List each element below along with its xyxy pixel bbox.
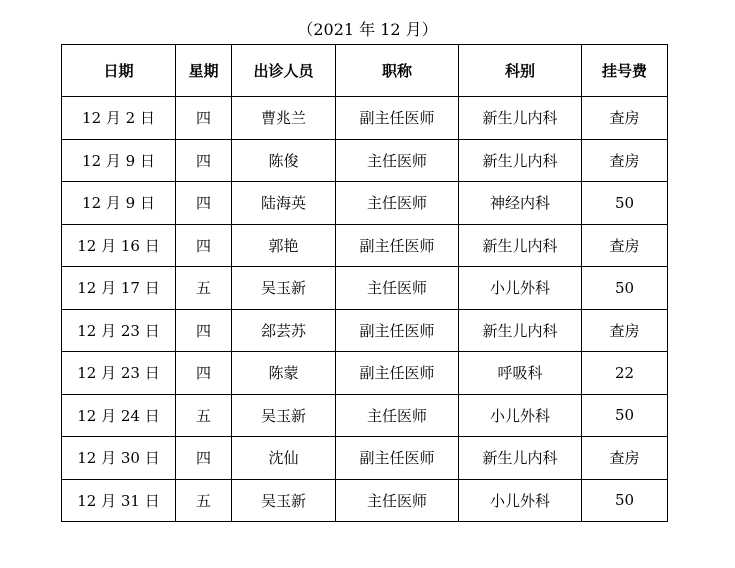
cell-date: 12 月 16 日	[62, 224, 176, 267]
cell-department: 小儿外科	[459, 394, 582, 437]
cell-title: 主任医师	[336, 182, 459, 225]
table-row	[62, 139, 668, 182]
cell-fee: 查房	[582, 437, 668, 480]
cell-weekday: 四	[176, 182, 232, 225]
cell-title: 副主任医师	[336, 437, 459, 480]
cell-date: 12 月 23 日	[62, 352, 176, 395]
header-weekday: 星期	[176, 45, 232, 97]
cell-fee: 查房	[582, 97, 668, 140]
table-row	[62, 309, 668, 352]
cell-doctor: 郐芸苏	[232, 309, 336, 352]
cell-department: 新生儿内科	[459, 224, 582, 267]
cell-department: 新生儿内科	[459, 437, 582, 480]
cell-doctor: 陈俊	[232, 139, 336, 182]
table-row	[62, 352, 668, 395]
table-row	[62, 97, 668, 140]
cell-title: 主任医师	[336, 479, 459, 522]
cell-department: 呼吸科	[459, 352, 582, 395]
cell-date: 12 月 23 日	[62, 309, 176, 352]
cell-fee: 50	[582, 479, 668, 522]
cell-weekday: 四	[176, 97, 232, 140]
cell-department: 小儿外科	[459, 267, 582, 310]
table-row	[62, 267, 668, 310]
cell-department: 新生儿内科	[459, 139, 582, 182]
table-row	[62, 479, 668, 522]
cell-date: 12 月 9 日	[62, 139, 176, 182]
cell-doctor: 沈仙	[232, 437, 336, 480]
cell-date: 12 月 24 日	[62, 394, 176, 437]
table-row	[62, 182, 668, 225]
header-row	[62, 45, 668, 97]
cell-department: 新生儿内科	[459, 309, 582, 352]
table-row	[62, 224, 668, 267]
table-body	[62, 97, 668, 522]
header-department: 科别	[459, 45, 582, 97]
cell-doctor: 曹兆兰	[232, 97, 336, 140]
cell-weekday: 四	[176, 309, 232, 352]
cell-date: 12 月 9 日	[62, 182, 176, 225]
cell-doctor: 陆海英	[232, 182, 336, 225]
cell-department: 神经内科	[459, 182, 582, 225]
cell-weekday: 五	[176, 267, 232, 310]
cell-fee: 50	[582, 267, 668, 310]
cell-weekday: 四	[176, 139, 232, 182]
cell-department: 新生儿内科	[459, 97, 582, 140]
table-row	[62, 394, 668, 437]
cell-title: 副主任医师	[336, 309, 459, 352]
cell-title: 主任医师	[336, 139, 459, 182]
cell-fee: 查房	[582, 139, 668, 182]
table-row	[62, 437, 668, 480]
cell-weekday: 五	[176, 479, 232, 522]
cell-weekday: 五	[176, 394, 232, 437]
cell-weekday: 四	[176, 352, 232, 395]
header-date: 日期	[62, 45, 176, 97]
cell-doctor: 吴玉新	[232, 479, 336, 522]
schedule-caption: （2021 年 12 月）	[297, 20, 438, 39]
header-doctor: 出诊人员	[232, 45, 336, 97]
cell-date: 12 月 2 日	[62, 97, 176, 140]
cell-fee: 查房	[582, 309, 668, 352]
cell-doctor: 陈蒙	[232, 352, 336, 395]
cell-fee: 查房	[582, 224, 668, 267]
header-fee: 挂号费	[582, 45, 668, 97]
cell-doctor: 吴玉新	[232, 267, 336, 310]
cell-fee: 50	[582, 182, 668, 225]
cell-doctor: 吴玉新	[232, 394, 336, 437]
cell-weekday: 四	[176, 437, 232, 480]
cell-title: 主任医师	[336, 267, 459, 310]
cell-doctor: 郭艳	[232, 224, 336, 267]
cell-date: 12 月 30 日	[62, 437, 176, 480]
cell-weekday: 四	[176, 224, 232, 267]
clinic-schedule-table	[61, 44, 668, 522]
cell-date: 12 月 17 日	[62, 267, 176, 310]
header-title: 职称	[336, 45, 459, 97]
cell-department: 小儿外科	[459, 479, 582, 522]
cell-title: 副主任医师	[336, 97, 459, 140]
cell-title: 副主任医师	[336, 352, 459, 395]
table-header	[62, 45, 668, 97]
cell-title: 主任医师	[336, 394, 459, 437]
cell-fee: 22	[582, 352, 668, 395]
cell-date: 12 月 31 日	[62, 479, 176, 522]
cell-fee: 50	[582, 394, 668, 437]
cell-title: 副主任医师	[336, 224, 459, 267]
